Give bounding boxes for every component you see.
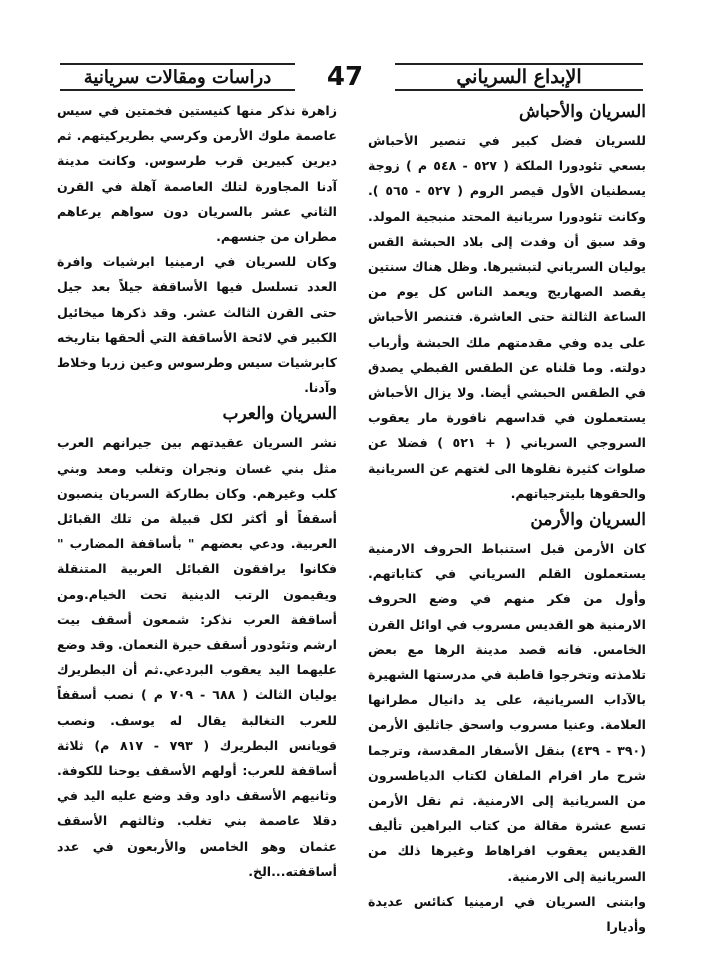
section-heading-armenians: السريان والأرمن xyxy=(530,510,646,531)
paragraph: نشر السريان عقيدتهم بين جيرانهم العرب مثل بني غسان ونجران وتغلب ومعد وبني كلب وغيرهم. وكان بطاركة السريان ينصبون أسقفاً أو أكثر لكل قبيلة من تلك القبائل العربية. ودعي بعضهم " بأساقفة المضارب " فكانوا يرافقون القبائل العربية المتنقلة ويقيمون الرتب الدينية تحت الخيام.ومن أساقفة العرب نذكر: شمعون أسقف بيت ارشم وتئودور أسقف حيرة النعمان. وقد وضع عليهما اليد يعقوب البردعي.ثم أن البطريرك يوليان الثالث ( ٦٨٨ - ٧٠٩ م ) نصب أسقفاً للعرب التغالبة يقال له يوسف. ونصب قويانس البطريرك ( ٧٩٣ - ٨١٧ م) ثلاثة أساقفة للعرب: أولهم الأسقف يوحنا للكوفة. وثانيهم الأسقف داود وقد وضع عليه اليد في دقلا عاصمة بني تغلب. وثالثهم الأسقف عثمان وهو الخامس والأربعون في عدد أساقفته...الخ. xyxy=(57,435,338,879)
page-header xyxy=(60,62,643,92)
paragraph: وابتنى السريان في ارمينيا كنائس عديدة وأديارا xyxy=(368,893,646,935)
left-column xyxy=(57,98,337,884)
section-heading-arabs: السريان والعرب xyxy=(222,404,337,425)
paragraph: وكان للسريان في ارمينيا ابرشيات وافرة العدد تسلسل فيها الأساقفة جيلاً بعد جيل حتى القرن الثالث عشر. وقد ذكرها ميخائيل الكبير في لائحة الأساقفة التي ألحقها بتاريخه كابرشيات سيس وطرسوس وعين زربا وخلاط وآدنا. xyxy=(57,254,337,396)
section-heading-abyssinians: السريان والأحباش xyxy=(519,102,646,122)
paragraph: كان الأرمن قبل استنباط الحروف الارمنية يستعملون القلم السرياني في كتاباتهم. وأول من فكر منهم في وضع الحروف الارمنية هو القديس مسروب في اوائل القرن الخامس. فانه قصد مدينة الرها مع بعض تلامذته وتخرجوا قاطبة في مدرستها الشهيرة بالآداب السريانية، على يد دانيال مطرانها العلامة. وعنيا مسروب واسحق جاثليق الأرمن (٣٩٠ - ٤٣٩) بنقل الأسفار المقدسة، وترجما شرح مار افرام الملفان لكتاب الدياطسرون من السريانية إلى الارمنية. ثم نقل الأرمن تسع عشرة مقالة من كتاب البراهين تأليف القديس يعقوب افراهاط وغيرها ذلك من السريانية إلى الارمنية. xyxy=(368,541,646,884)
journal-section-title: دراسات ومقالات سريانية xyxy=(60,63,295,91)
paragraph: للسريان فضل كبير في تنصير الأحباش بسعي تئودورا الملكة ( ٥٢٧ - ٥٤٨ م ) زوجة يسطنيان الأول قيصر الروم ( ٥٢٧ - ٥٦٥ ). وكانت تئودورا سريانية المحتد منبجية المولد. وقد سبق أن وفدت إلى بلاد الحبشة القس يوليان السرياني لتبشيرها. وظل هناك سنتين يقصد الصهاريج ويعمد الناس كل يوم من الساعة الثالثة حتى العاشرة. فتنصر الأحباش على يده وفي مقدمتهم ملك الحبشة وأرباب دولته. وما قلناه عن الطقس القبطي يصدق في الطقس الحبشي أيضا. ولا يزال الأحباش يستعملون في قداسهم نافورة مار يعقوب السروجي السرياني ( + ٥٢١ ) فضلا عن صلوات كثيرة نقلوها الى لغتهم عن السريانية والحقوها بليترجياتهم. xyxy=(368,133,646,501)
page-number: 47 xyxy=(326,62,364,92)
right-column xyxy=(368,98,646,939)
magazine-title: الإبداع السرياني xyxy=(395,63,643,91)
paragraph: زاهرة نذكر منها كنيستين فخمتين في سيس عاصمة ملوك الأرمن وكرسي بطريركيتهم. ثم ديرين كبيرين قرب طرسوس. وكانت مدينة آدنا المجاورة لتلك العاصمة آهلة في القرن الثاني عشر بالسريان دون سواهم يرعاهم مطران من جنسهم. xyxy=(57,103,337,245)
